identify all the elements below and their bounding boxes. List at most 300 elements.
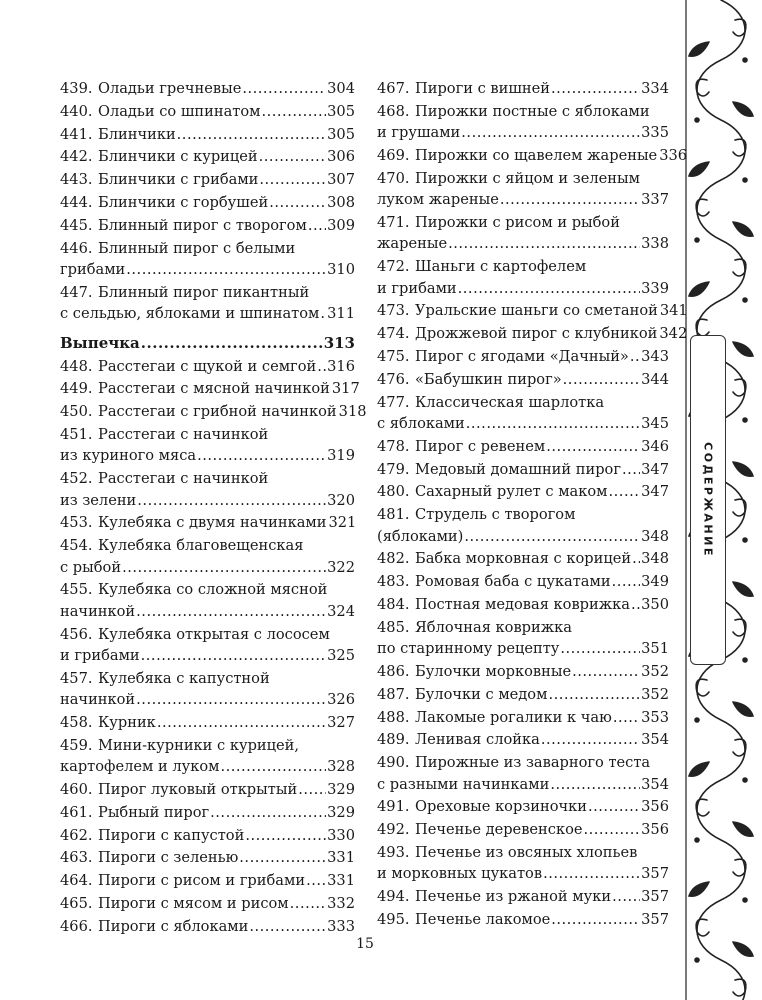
toc-column-left <box>60 78 367 939</box>
toc-entry-number: 490. <box>377 754 410 772</box>
toc-entry-line <box>60 259 355 280</box>
toc-entry <box>60 847 355 868</box>
toc-entry-title: с сельдью, яблоками и шпинатом <box>60 305 320 323</box>
dot-leader <box>141 645 326 666</box>
toc-entry-line <box>377 571 669 592</box>
toc-entry-number: 483. <box>377 573 410 591</box>
toc-entry-number: 473. <box>377 302 410 320</box>
toc-entry <box>60 779 355 800</box>
toc-entry-number: 453. <box>60 514 93 532</box>
toc-entry-line <box>377 661 669 682</box>
toc-entry-number: 479. <box>377 460 410 478</box>
toc-entry-title: Расстегаи с грибной начинкой <box>98 403 337 421</box>
toc-entry <box>377 323 688 344</box>
toc-entry <box>60 124 355 145</box>
toc-entry <box>60 802 355 823</box>
toc-entry <box>377 796 669 817</box>
dot-leader <box>259 169 326 190</box>
toc-entry-title: Печенье деревенское <box>415 821 583 839</box>
toc-entry-page: 326 <box>327 691 355 709</box>
toc-entry-line <box>60 779 355 800</box>
toc-entry-number: 457. <box>60 669 93 687</box>
toc-entry-page: 317 <box>331 380 360 398</box>
toc-entry <box>60 893 355 914</box>
toc-entry-page: 348 <box>641 550 669 568</box>
dot-leader <box>249 916 326 937</box>
toc-entry <box>377 752 669 795</box>
toc-entry-title: Постная медовая коврижка <box>415 595 630 613</box>
toc-entry-title: и грибами <box>60 647 140 664</box>
toc-entry-line <box>60 356 355 377</box>
toc-entry-line <box>377 684 669 705</box>
toc-entry-page: 357 <box>641 910 669 928</box>
toc-entry-page: 356 <box>641 798 669 816</box>
toc-entry-number: 481. <box>377 506 410 524</box>
toc-entry-number: 466. <box>60 917 93 935</box>
toc-entry <box>377 684 669 705</box>
toc-entry-page: 304 <box>327 80 355 97</box>
toc-entry <box>60 579 355 622</box>
dot-leader <box>126 259 326 280</box>
toc-entry-page: 310 <box>327 260 355 278</box>
toc-entry-page: 344 <box>641 370 669 388</box>
toc-entry-line <box>377 189 669 210</box>
toc-entry-number: 446. <box>60 239 93 257</box>
toc-entry-title: Ромовая баба с цукатами <box>415 573 611 591</box>
toc-entry-page: 337 <box>641 191 669 209</box>
toc-entry-line <box>60 78 355 99</box>
toc-entry-page: 353 <box>641 708 669 726</box>
toc-entry-line <box>377 617 669 638</box>
page-number: 15 <box>356 936 374 952</box>
toc-entry-page: 351 <box>641 640 669 658</box>
toc-entry-title: Печенье из овсяных хлопьев <box>415 843 638 861</box>
toc-entry-title: Шаньги с картофелем <box>415 258 587 276</box>
toc-entry-page: 307 <box>327 171 355 189</box>
toc-entry-page: 321 <box>328 514 357 532</box>
toc-entry-line <box>377 796 669 817</box>
dot-leader <box>546 436 640 457</box>
toc-entry-line <box>60 124 355 145</box>
toc-entry-title: Булочки с медом <box>415 685 548 703</box>
toc-entry-page: 350 <box>641 595 669 613</box>
toc-entry-title: и грибами <box>377 279 457 297</box>
toc-entry-number: 454. <box>60 537 93 555</box>
toc-entry-title: Рыбный пирог <box>98 803 210 821</box>
toc-entry-number: 477. <box>377 393 410 411</box>
dot-leader <box>613 707 640 728</box>
toc-entry-title: Кулебяка с капустной <box>98 669 270 687</box>
toc-entry <box>377 842 669 885</box>
toc-entry-number: 452. <box>60 470 93 488</box>
toc-entry-line <box>60 169 355 190</box>
dot-leader <box>584 819 641 840</box>
toc-entry-title: начинкой <box>60 602 136 620</box>
toc-section-heading <box>60 332 355 354</box>
dot-leader <box>543 863 640 884</box>
toc-entry-page: 327 <box>327 714 355 731</box>
dot-leader <box>551 78 640 99</box>
toc-entry <box>377 909 669 930</box>
toc-entry-title: начинкой <box>60 691 136 709</box>
toc-entry-page: 346 <box>641 437 669 455</box>
toc-entry-line <box>377 819 669 840</box>
toc-entry-line <box>60 689 355 710</box>
toc-entry-title: Пироги с мясом и рисом <box>98 894 289 912</box>
toc-entry <box>377 571 669 592</box>
dot-leader <box>122 557 326 578</box>
toc-entry-title: Расстегаи с мясной начинкой <box>98 380 330 398</box>
toc-entry-line <box>377 638 669 659</box>
dot-leader <box>306 870 326 891</box>
toc-entry-number: 441. <box>60 125 93 143</box>
toc-entry <box>60 825 355 846</box>
toc-entry-title: Кулебяка с двумя начинками <box>98 514 327 532</box>
toc-entry-line <box>377 752 669 773</box>
toc-entry-line <box>377 774 669 795</box>
toc-entry-page: 325 <box>327 647 355 664</box>
toc-entry-page: 334 <box>641 80 669 97</box>
toc-entry-title: Пироги с капустой <box>98 826 245 844</box>
toc-entry-number: 444. <box>60 193 93 211</box>
toc-entry-line <box>60 756 355 777</box>
toc-entry-title: Оладьи со шпинатом <box>98 102 261 120</box>
toc-entry-number: 455. <box>60 581 93 599</box>
toc-entry-line <box>60 192 355 213</box>
toc-entry-number: 469. <box>377 147 410 164</box>
toc-entry-page: 305 <box>327 125 355 143</box>
toc-entry-title: Выпечка <box>60 333 140 352</box>
toc-entry-line <box>60 424 355 445</box>
toc-entry-line <box>377 122 669 143</box>
dot-leader <box>308 215 326 236</box>
dot-leader <box>458 278 640 299</box>
toc-entry-number: 442. <box>60 148 93 166</box>
dot-leader <box>157 712 326 733</box>
toc-entry <box>60 535 355 578</box>
dot-leader <box>609 481 641 502</box>
toc-entry-title: и грушами <box>377 124 461 142</box>
toc-entry-number: 494. <box>377 888 410 906</box>
toc-entry-page: 357 <box>641 865 669 883</box>
dot-leader <box>548 684 640 705</box>
dot-leader <box>136 689 326 710</box>
toc-entry-page: 354 <box>641 775 669 793</box>
toc-entry-line <box>60 916 355 937</box>
toc-entry-line <box>60 215 355 236</box>
toc-entry-number: 480. <box>377 483 410 501</box>
toc-entry <box>377 707 669 728</box>
toc-entry-page: 311 <box>327 305 355 323</box>
section-label: СОДЕРЖАНИЕ <box>701 442 715 558</box>
toc-entry-title: Булочки морковные <box>415 662 572 680</box>
toc-entry-page: 331 <box>327 849 355 867</box>
dot-leader <box>622 459 640 480</box>
dot-leader <box>572 661 640 682</box>
toc-entry-number: 488. <box>377 708 410 726</box>
toc-entry-title: жареные <box>377 235 448 253</box>
toc-entry-line <box>60 847 355 868</box>
toc-entry-title: Лакомые рогалики к чаю <box>415 708 612 726</box>
toc-entry-page: 329 <box>327 803 355 821</box>
toc-entry-title: Пирожки с яйцом и зеленым <box>415 169 640 187</box>
toc-entry-page: 349 <box>641 573 669 591</box>
toc-entry <box>60 78 355 99</box>
toc-entry-title: Печенье лакомое <box>415 910 551 928</box>
toc-entry-line <box>377 729 669 750</box>
toc-entry <box>60 192 355 213</box>
toc-entry-line <box>377 78 669 99</box>
toc-entry-title: Блинный пирог пикантный <box>98 283 310 301</box>
toc-entry-line <box>60 512 355 533</box>
toc-entry-page: 309 <box>327 216 355 234</box>
toc-entry-line <box>377 909 669 930</box>
toc-entry-line <box>60 468 355 489</box>
dot-leader <box>464 526 640 547</box>
toc-entry-line <box>60 445 355 466</box>
toc-entry-number: 474. <box>377 325 410 343</box>
dot-leader <box>631 594 640 615</box>
toc-entry-line <box>60 101 355 122</box>
dot-leader <box>259 146 326 167</box>
toc-entry-line <box>60 303 355 324</box>
dot-leader <box>290 893 326 914</box>
toc-entry-title: Пирожки с рисом и рыбой <box>415 214 620 231</box>
dot-leader <box>242 78 326 99</box>
toc-entry-line <box>60 645 355 666</box>
toc-entry-title: Пирог луковый открытый <box>98 781 298 798</box>
dot-leader <box>563 369 640 390</box>
toc-entry-line <box>60 146 355 167</box>
toc-entry-line <box>60 712 355 733</box>
toc-entry-number: 476. <box>377 370 410 388</box>
toc-entry-number: 472. <box>377 258 410 276</box>
toc-entry-title: (яблоками) <box>377 527 464 545</box>
toc-entry <box>60 146 355 167</box>
toc-entry-page: 335 <box>641 124 669 142</box>
toc-entry-line <box>377 212 669 233</box>
toc-entry-number: 447. <box>60 283 93 301</box>
toc-entry <box>60 512 355 533</box>
toc-entry-line <box>377 594 669 615</box>
toc-entry <box>60 169 355 190</box>
toc-entry-line <box>60 378 360 399</box>
toc-entry-line <box>377 863 669 884</box>
toc-entry <box>60 401 367 422</box>
toc-entry-title: Оладьи гречневые <box>98 80 242 97</box>
toc-entry-line <box>60 579 355 600</box>
toc-entry-line <box>377 346 669 367</box>
toc-entry-line <box>377 459 669 480</box>
toc-entry-page: 338 <box>641 235 669 253</box>
toc-entry-page: 348 <box>641 527 669 545</box>
toc-entry <box>60 424 355 467</box>
toc-entry-number: 456. <box>60 625 93 643</box>
toc-entry <box>60 282 355 325</box>
toc-entry-title: Курник <box>98 714 156 731</box>
dot-leader <box>560 638 640 659</box>
toc-entry-number: 491. <box>377 798 410 816</box>
toc-entry-page: 329 <box>327 781 355 798</box>
dot-leader <box>500 189 640 210</box>
toc-entry <box>60 215 355 236</box>
toc-entry <box>60 356 355 377</box>
toc-entry-line <box>60 557 355 578</box>
toc-entry-line <box>377 256 669 277</box>
toc-entry-number: 458. <box>60 714 93 731</box>
toc-entry-title: картофелем и луком <box>60 758 220 776</box>
toc-entry <box>377 145 688 166</box>
toc-entry <box>377 256 669 299</box>
toc-entry-page: 341 <box>659 302 688 320</box>
dot-leader <box>588 796 640 817</box>
dot-leader <box>197 445 326 466</box>
toc-entry-title: Пироги с зеленью <box>98 849 239 867</box>
dot-leader <box>541 729 640 750</box>
dot-leader <box>177 124 326 145</box>
toc-entry-title: Пирожки со щавелем жареные <box>415 147 658 164</box>
toc-entry-number: 487. <box>377 685 410 703</box>
toc-entry-page: 342 <box>659 325 688 343</box>
toc-entry <box>377 886 669 907</box>
toc-entry-title: Пироги с яблоками <box>98 917 249 935</box>
toc-entry-line <box>377 300 688 321</box>
toc-entry-line <box>377 436 669 457</box>
toc-entry-line <box>60 802 355 823</box>
toc-entry-line <box>60 490 355 511</box>
toc-entry-page: 354 <box>641 731 669 749</box>
toc-entry-title: из куриного мяса <box>60 447 197 465</box>
toc-entry-number: 464. <box>60 872 93 890</box>
toc-entry-number: 443. <box>60 171 93 189</box>
toc-entry <box>377 819 669 840</box>
toc-entry-page: 356 <box>641 821 669 839</box>
dot-leader <box>632 548 640 569</box>
toc-entry-line <box>377 278 669 299</box>
toc-entry <box>60 712 355 733</box>
toc-entry <box>377 617 669 660</box>
toc-entry-number: 470. <box>377 169 410 187</box>
toc-entry-line <box>377 413 669 434</box>
toc-entry-page: 318 <box>338 403 367 421</box>
toc-entry-title: Пирог с ягодами «Дачный» <box>415 348 629 365</box>
toc-entry-line <box>60 668 355 689</box>
toc-entry-line <box>377 101 669 122</box>
dot-leader <box>137 490 326 511</box>
toc-entry-title: Ленивая слойка <box>415 731 540 749</box>
toc-entry-title: Сахарный рулет с маком <box>415 483 608 501</box>
toc-entry-title: с яблоками <box>377 415 465 432</box>
toc-entry-number: 465. <box>60 894 93 912</box>
toc-entry-number: 459. <box>60 736 93 754</box>
toc-entry-title: грибами <box>60 260 126 278</box>
toc-entry-line <box>377 168 669 189</box>
toc-entry-title: Пироги с вишней <box>415 80 551 97</box>
toc-entry <box>377 392 669 435</box>
toc-entry-page: 336 <box>659 147 688 164</box>
toc-entry <box>377 346 669 367</box>
dot-leader <box>551 909 640 930</box>
dot-leader <box>298 779 326 800</box>
toc-entry-title: с рыбой <box>60 558 122 576</box>
toc-entry-number: 489. <box>377 731 410 749</box>
toc-entry-page: 343 <box>641 348 669 365</box>
dot-leader <box>262 101 327 122</box>
dot-leader <box>269 192 326 213</box>
toc-entry-page: 305 <box>327 102 355 120</box>
toc-entry-title: Пирог с ревенем <box>415 437 546 455</box>
toc-entry-number: 468. <box>377 102 410 120</box>
dot-leader <box>612 571 641 592</box>
toc-entry-line <box>377 481 669 502</box>
toc-entry-page: 347 <box>641 460 669 478</box>
toc-entry-number: 475. <box>377 348 410 365</box>
toc-entry-page: 320 <box>327 491 355 509</box>
toc-entry-title: из зелени <box>60 491 137 509</box>
toc-entry-title: Пирожки постные с яблоками <box>415 102 650 120</box>
toc-entry-page: 333 <box>327 917 355 935</box>
toc-entry-line <box>377 842 669 863</box>
toc-entry <box>60 916 355 937</box>
toc-entry-title: Блинчики с горбушей <box>98 193 269 211</box>
toc-entry-line <box>60 535 355 556</box>
toc-entry-title: Уральские шаньги со сметаной <box>415 302 658 320</box>
toc-entry <box>377 504 669 547</box>
toc-entry-number: 450. <box>60 403 93 421</box>
toc-entry-page: 306 <box>327 148 355 166</box>
toc-entry-number: 451. <box>60 425 93 443</box>
dot-leader <box>141 332 323 354</box>
dot-leader <box>461 122 640 143</box>
toc-entry-number: 439. <box>60 80 93 97</box>
toc-entry-number: 440. <box>60 102 93 120</box>
toc-entry-title: Кулебяка благовещенская <box>98 537 304 555</box>
toc-entry-line <box>377 886 669 907</box>
toc-entry-number: 460. <box>60 781 93 798</box>
toc-entry <box>377 481 669 502</box>
toc-entry-title: Мини-курники с курицей, <box>98 736 300 754</box>
toc-entry-title: Кулебяка открытая с лососем <box>98 625 330 643</box>
toc-entry-page: 328 <box>327 758 355 776</box>
toc-entry <box>377 300 688 321</box>
dot-leader <box>630 346 640 367</box>
toc-entry-number: 492. <box>377 821 410 839</box>
dot-leader <box>317 356 326 377</box>
toc-entry-title: Медовый домашний пирог <box>415 460 621 478</box>
toc-entry-line <box>60 735 355 756</box>
toc-entry-line <box>377 145 688 166</box>
toc-entry-title: и морковных цукатов <box>377 865 543 883</box>
toc-entry <box>377 548 669 569</box>
toc-entry-page: 347 <box>641 483 669 501</box>
toc-entry-title: Пирожные из заварного теста <box>415 754 651 772</box>
dot-leader <box>239 847 326 868</box>
toc-entry-number: 482. <box>377 550 410 568</box>
toc-entry-number: 449. <box>60 380 93 398</box>
toc-entry-line <box>377 392 669 413</box>
toc-entry-title: Блинчики с грибами <box>98 171 259 189</box>
toc-entry-page: 352 <box>641 662 669 680</box>
toc-entry-line <box>60 332 355 354</box>
toc-entry-number: 462. <box>60 826 93 844</box>
toc-entry <box>60 238 355 281</box>
toc-entry <box>60 101 355 122</box>
toc-entry-title: Расстегаи с щукой и семгой <box>98 357 317 375</box>
toc-entry-page: 313 <box>323 333 355 352</box>
toc-column-right <box>377 78 688 932</box>
toc-entry-page: 352 <box>641 685 669 703</box>
toc-entry-number: 495. <box>377 910 410 928</box>
